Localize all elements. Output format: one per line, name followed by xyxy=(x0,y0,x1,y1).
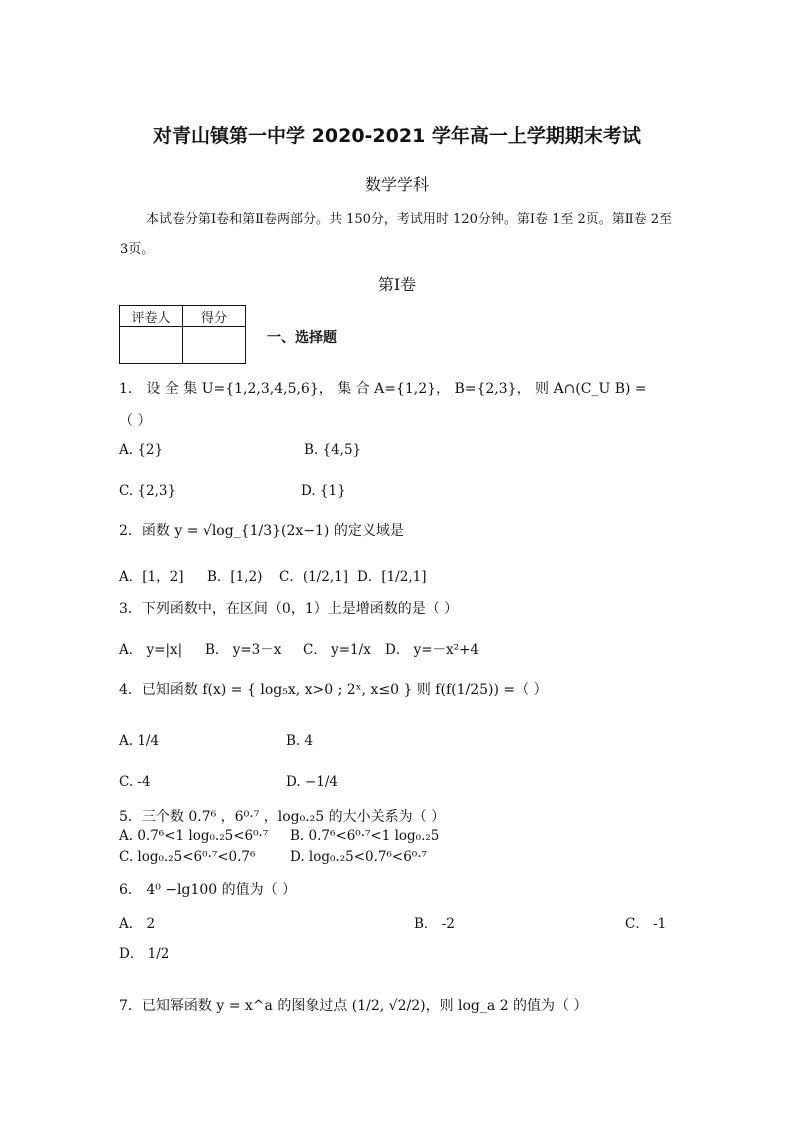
question-4-option-c[interactable]: C. -4 xyxy=(119,774,151,790)
question-5-stem: 5．三个数 0.7⁶ ，6⁰·⁷ ，log₀.₂5 的大小关系为（ ） xyxy=(119,809,446,825)
question-1-option-c[interactable]: C. {2,3} xyxy=(119,483,177,499)
exam-intro: 本试卷分第Ⅰ卷和第Ⅱ卷两部分。共 150分，考试用时 120分钟。第Ⅰ卷 1至 2页。第Ⅱ卷 2至3页。 xyxy=(120,212,673,257)
question-2-option-c[interactable]: C．(1/2,1] xyxy=(279,569,348,585)
question-4-option-d[interactable]: D. −1/4 xyxy=(286,774,338,790)
question-2-stem: 2．函数 y = √log_{1/3}(2x−1) 的定义域是 xyxy=(119,523,404,539)
score-header: 得分 xyxy=(183,306,246,327)
question-2-option-d[interactable]: D．[1/2,1] xyxy=(357,569,427,585)
question-3-option-c[interactable]: C． y=1/x xyxy=(303,642,371,658)
question-1-option-a[interactable]: A. {2} xyxy=(119,442,164,458)
grader-header: 评卷人 xyxy=(120,306,183,327)
question-5-option-b[interactable]: B. 0.7⁶<6⁰·⁷<1 log₀.₂5 xyxy=(290,828,440,844)
question-4-option-a[interactable]: A. 1/4 xyxy=(119,733,160,749)
question-3-option-b[interactable]: B． y=3－x xyxy=(205,642,282,658)
question-3-stem: 3．下列函数中，在区间（0，1）上是增函数的是（ ） xyxy=(119,601,459,617)
score-cell[interactable] xyxy=(183,327,246,364)
question-6-option-b[interactable]: B． -2 xyxy=(414,916,455,932)
question-3-option-a[interactable]: A． y=|x| xyxy=(119,642,183,658)
question-1-option-d[interactable]: D. {1} xyxy=(301,483,346,499)
question-2-option-a[interactable]: A．[1，2] xyxy=(119,569,184,585)
question-3-option-d[interactable]: D． y=－x²+4 xyxy=(385,642,479,658)
question-5-option-c[interactable]: C. log₀.₂5<6⁰·⁷<0.7⁶ xyxy=(119,849,256,865)
question-1-blank: （ ） xyxy=(119,413,152,429)
grader-cell[interactable] xyxy=(120,327,183,364)
score-table xyxy=(119,305,246,364)
question-6-option-a[interactable]: A． 2 xyxy=(119,916,156,932)
question-4-option-b[interactable]: B. 4 xyxy=(286,733,314,749)
question-5-option-d[interactable]: D. log₀.₂5<0.7⁶<6⁰·⁷ xyxy=(290,849,427,865)
exam-subject: 数学学科 xyxy=(364,175,429,194)
question-1-option-b[interactable]: B. {4,5} xyxy=(304,442,362,458)
question-4-stem: 4．已知函数 f(x) = { log₅x, x>0 ; 2ˣ, x≤0 } 则 f(f(1/25)) =（ ） xyxy=(119,682,548,698)
question-6-stem: 6． 4⁰ −lg100 的值为（ ） xyxy=(119,882,297,898)
section-heading: 一、选择题 xyxy=(267,330,337,346)
exam-title: 对青山镇第一中学 2020-2021 学年高一上学期期末考试 xyxy=(153,125,641,147)
question-5-option-a[interactable]: A. 0.7⁶<1 log₀.₂5<6⁰·⁷ xyxy=(119,828,269,844)
question-1-stem: 1． 设 全 集 U={1,2,3,4,5,6}， 集 合 A={1,2}， B={2,3}， 则 A∩(C_U B) = xyxy=(119,381,647,397)
question-2-option-b[interactable]: B．[1,2) xyxy=(207,569,263,585)
question-6-option-c[interactable]: C． -1 xyxy=(625,916,667,932)
question-6-option-d[interactable]: D． 1/2 xyxy=(119,946,170,962)
volume-label: 第Ⅰ卷 xyxy=(377,275,417,294)
question-7-stem: 7．已知幂函数 y = x^a 的图象过点 (1/2, √2/2)，则 log_a 2 的值为（ ） xyxy=(119,998,588,1014)
